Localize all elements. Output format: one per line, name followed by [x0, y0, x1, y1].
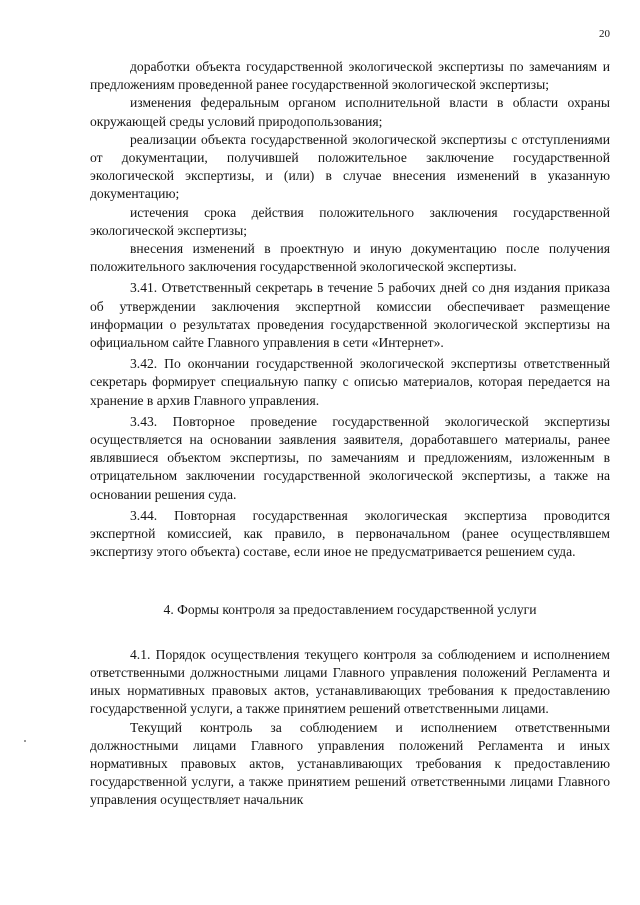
paragraph-item-2: изменения федеральным органом исполнительной власти в области охраны окружающей среды условий природопользования; — [90, 95, 610, 129]
paragraph-3-44: 3.44. Повторная государственная экологическая экспертиза проводится экспертной комиссией, как правило, в первоначальном (ранее осуществлявшем экспертизу этого объекта) составе, если иное не предусматривается решением суда. — [90, 507, 610, 560]
document-body — [90, 58, 610, 810]
paragraph-item-3: реализации объекта государственной экологической экспертизы с отступлениями от документации, получившей положительное заключение государственной экологической экспертизы, и (или) в случае внесения изменений в указанную документацию; — [90, 131, 610, 202]
paragraph-3-43: 3.43. Повторное проведение государственной экологической экспертизы осуществляется на основании заявления заявителя, доработавшего материалы, ранее являвшиеся объектом экспертизы, по замечаниям и предложениям, изложенным в отрицательном заключении государственной экологической экспертизы, а также на основании решения суда. — [90, 413, 610, 502]
paragraph-current-control: Текущий контроль за соблюдением и исполнением ответственными должностными лицами Главного управления положений Регламента и иных нормативных правовых актов, устанавливающих требования к предоставлению государственной услуги, а также принятием решений ответственными лицами Главного управления осуществляет начальник — [90, 719, 610, 808]
paragraph-3-41: 3.41. Ответственный секретарь в течение 5 рабочих дней со дня издания приказа об утверждении заключения экспертной комиссии обеспечивает размещение информации о результатах проведения государственной экологической экспертизы на официальном сайте Главного управления в сети «Интернет». — [90, 280, 610, 351]
section-heading: 4. Формы контроля за предоставлением государственной услуги — [163, 602, 537, 618]
paragraph-item-1: доработки объекта государственной экологической экспертизы по замечаниям и предложениям проведенной ранее государственной экологической экспертизы; — [90, 59, 610, 93]
paragraph-item-5: внесения изменений в проектную и иную документацию после получения положительного заключения государственной экологической экспертизы. — [90, 241, 610, 275]
paragraph-3-42: 3.42. По окончании государственной экологической экспертизы ответственный секретарь формирует специальную папку с описью материалов, которая передается на хранение в архив Главного управления. — [90, 356, 610, 408]
scan-dot — [24, 740, 26, 742]
page-number: 20 — [599, 28, 610, 40]
section-4 — [90, 601, 610, 809]
paragraph-item-4: истечения срока действия положительного заключения государственной экологической экспертизы; — [90, 204, 610, 238]
paragraph-4-1: 4.1. Порядок осуществления текущего контроля за соблюдением и исполнением ответственными должностными лицами Главного управления положений Регламента и иных нормативных правовых актов, устанавливающих требования к предоставлению государственной услуги, а также принятием решений ответственными лицами. — [90, 646, 610, 717]
